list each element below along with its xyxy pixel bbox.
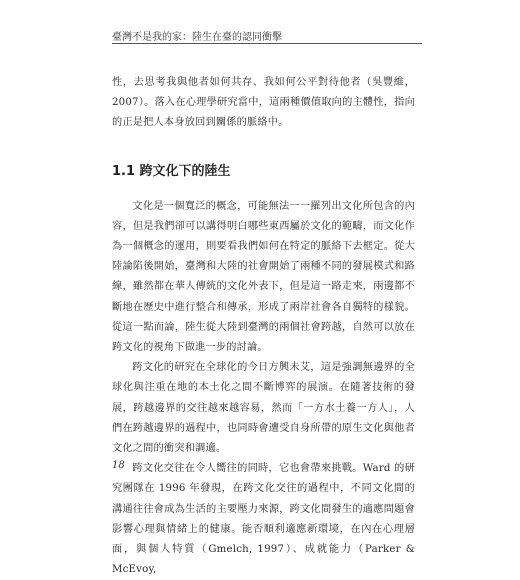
page-body <box>112 73 415 580</box>
body-paragraph-3: 跨文化交往在令人嚮往的同時，它也會帶來挑戰。Ward 的研究團隊在 1996 年發現，在跨文化交往的過程中，不同文化間的溝通往往會成為生活的主要壓力來源，跨文化間發生的適應問題會影響心理與情緒上的健康。能否順利適應新環境，在內在心理層面，與個人特質（Gmelch, 1997）、成就能力（Parker & McEvoy, <box>112 463 415 576</box>
intro-paragraph: 性，去思考我與他者如何共存、我如何公平對待他者（吳豐維，2007）。落入在心理學研究當中，這兩種價值取向的主體性，指向的正是把人本身放回到關係的脈絡中。 <box>112 77 415 129</box>
header-rule <box>112 43 422 44</box>
running-header: 臺灣不是我的家：陸生在臺的認同衝擊 <box>112 32 282 43</box>
section-heading: 1.1 跨文化下的陸生 <box>112 163 231 179</box>
body-paragraph-1: 文化是一個寬泛的概念，可能無法一一羅列出文化所包含的內容，但是我們卻可以講得明白哪些東西屬於文化的範疇，而文化作為一個概念的運用，則要看我們如何在特定的脈絡下去框定。從大陸論陷後開始，臺灣和大陸的社會開始了兩種不同的發展模式和路線，雖然都在華人傳統的文化外表下，但是這一路走來，兩邊都不斷地在歷史中進行整合和傳承，形成了兩岸社會各自獨特的樣貌。從這一點而論，陸生從大陸到臺灣的兩個社會跨越，自然可以放在跨文化的視角下做進一步的討論。 <box>112 200 415 354</box>
page-number: 18 <box>112 460 125 471</box>
body-paragraph-2: 跨文化的研究在全球化的今日方興未艾，這是強調無邊界的全球化與注重在地的本土化之間不斷博弈的展演。在隨著技術的發展，跨越邊界的交往越來越容易，然而「一方水土養一方人」，人們在跨越邊界的過程中，也同時會遭受自身所帶的原生文化與他者文化之間的衝突和調適。 <box>112 362 415 455</box>
